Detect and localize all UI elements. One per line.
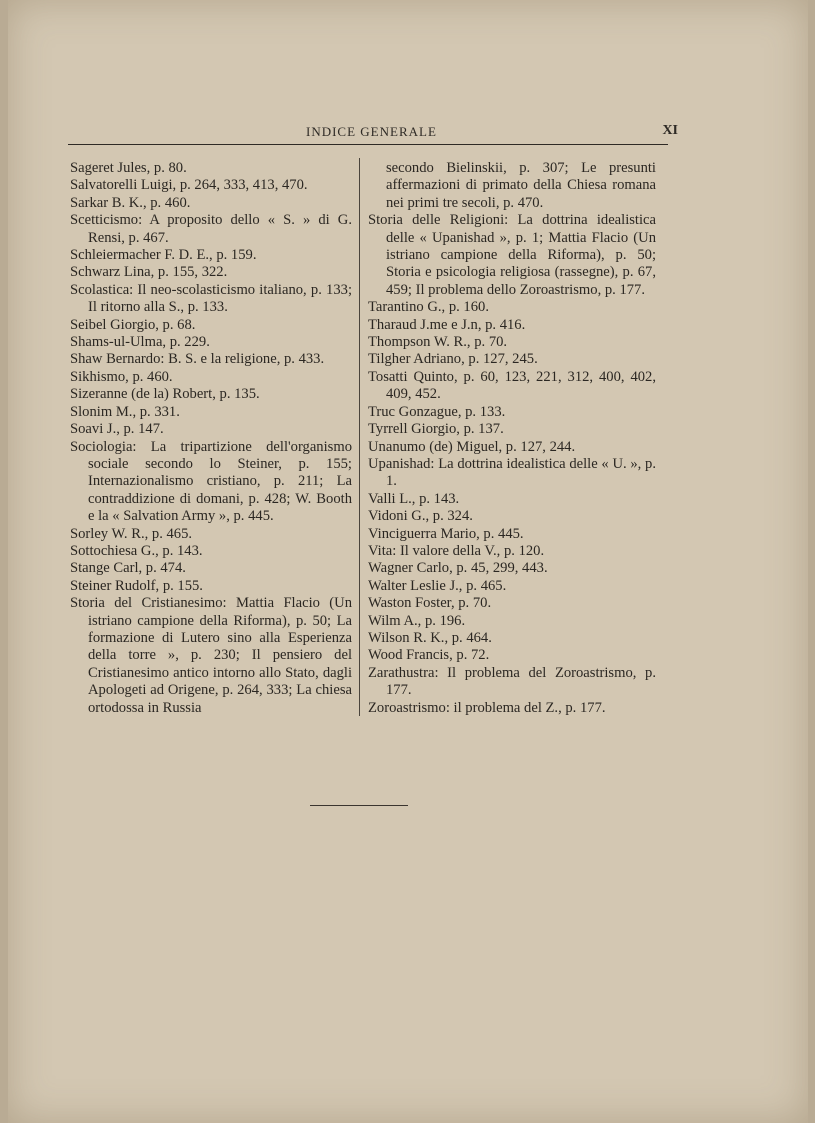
index-entry: Steiner Rudolf, p. 155. <box>70 577 203 594</box>
index-entry: Storia delle Religioni: La dottrina idealistica delle « Upanishad », p. 1; Mattia Flacio (Un istriano campione della Riforma), p. 50; Storia e psicologia religiosa (rassegne), p. 67, 459; Il problema dello Zoroastrismo, p. 177. <box>368 212 656 298</box>
index-entry: Sizeranne (de la) Robert, p. 135. <box>70 386 260 403</box>
header-title: INDICE GENERALE <box>306 124 437 139</box>
index-entry: Sociologia: La tripartizione dell'organismo sociale secondo lo Steiner, p. 155; Internazionalismo cristiano, p. 211; La contraddizione di domani, p. 428; W. Booth e la « Salvation Army », p. 445. <box>70 438 352 525</box>
index-entry: Scetticismo: A proposito dello « S. » di G. Rensi, p. 467. <box>70 212 352 246</box>
index-entry: Sarkar B. K., p. 460. <box>70 194 191 211</box>
index-entry: Tyrrell Giorgio, p. 137. <box>368 421 504 438</box>
index-entry: Sorley W. R., p. 465. <box>70 525 193 542</box>
index-entry: Shaw Bernardo: B. S. e la religione, p. 433. <box>70 351 325 368</box>
index-entry: Wilm A., p. 196. <box>368 612 466 629</box>
index-entry: Wagner Carlo, p. 45, 299, 443. <box>368 560 548 577</box>
page-number: XI <box>662 123 678 138</box>
index-entry: Sikhismo, p. 460. <box>70 368 173 385</box>
index-entry: Zoroastrismo: il problema del Z., p. 177. <box>368 699 606 716</box>
index-entry-continuation: secondo Bielinskii, p. 307; Le presunti affermazioni di primato della Chiesa romana nei primi tre secoli, p. 470. <box>386 160 656 211</box>
index-entry: Valli L., p. 143. <box>368 490 460 507</box>
index-entry: Walter Leslie J., p. 465. <box>368 577 507 594</box>
index-column-right <box>368 160 656 717</box>
index-entry: Sottochiesa G., p. 143. <box>70 542 203 559</box>
index-entry: Tarantino G., p. 160. <box>368 299 489 316</box>
column-divider <box>359 158 360 716</box>
index-column-left <box>70 160 352 717</box>
index-entry: Slonim M., p. 331. <box>70 403 180 420</box>
index-entry: Wilson R. K., p. 464. <box>368 629 492 646</box>
index-entry: Upanishad: La dottrina idealistica delle « U. », p. 1. <box>368 455 656 490</box>
index-entry: Salvatorelli Luigi, p. 264, 333, 413, 470. <box>70 177 308 194</box>
index-entry: Tilgher Adriano, p. 127, 245. <box>368 351 538 368</box>
index-entry: Zarathustra: Il problema del Zoroastrismo, p. 177. <box>368 664 656 699</box>
index-entry: Unanumo (de) Miguel, p. 127, 244. <box>368 438 576 455</box>
running-header <box>68 123 678 145</box>
index-entry: Tharaud J.me e J.n, p. 416. <box>368 316 526 333</box>
index-entry: Thompson W. R., p. 70. <box>368 334 508 351</box>
index-entry: Shams-ul-Ulma, p. 229. <box>70 334 210 351</box>
index-entry: Sageret Jules, p. 80. <box>70 160 187 176</box>
index-entry: Vinciguerra Mario, p. 445. <box>368 525 524 542</box>
index-entry: Tosatti Quinto, p. 60, 123, 221, 312, 400, 402, 409, 452. <box>368 368 656 403</box>
index-entry: Vita: Il valore della V., p. 120. <box>368 542 545 559</box>
index-entry: Scolastica: Il neo-scolasticismo italiano, p. 133; Il ritorno alla S., p. 133. <box>70 281 352 316</box>
book-page <box>8 0 808 1123</box>
index-entry: Stange Carl, p. 474. <box>70 560 186 577</box>
index-entry: Wood Francis, p. 72. <box>368 647 490 664</box>
index-entry: Schleiermacher F. D. E., p. 159. <box>70 247 257 264</box>
index-entry: Schwarz Lina, p. 155, 322. <box>70 264 228 281</box>
index-entry: Waston Foster, p. 70. <box>368 595 492 612</box>
index-entry: Seibel Giorgio, p. 68. <box>70 316 196 333</box>
index-entry: Truc Gonzague, p. 133. <box>368 403 506 420</box>
index-entry: Vidoni G., p. 324. <box>368 508 473 525</box>
end-rule <box>310 805 408 806</box>
index-entry: Storia del Cristianesimo: Mattia Flacio (Un istriano campione della Riforma), p. 50; La formazione di Lutero sino alla Esperienza della torre », p. 230; Il pensiero del Cristianesimo antico intorno allo Stato, dagli Apologeti ad Origene, p. 264, 333; La chiesa ortodossa in Russia <box>70 595 352 716</box>
index-entry: Soavi J., p. 147. <box>70 421 164 438</box>
